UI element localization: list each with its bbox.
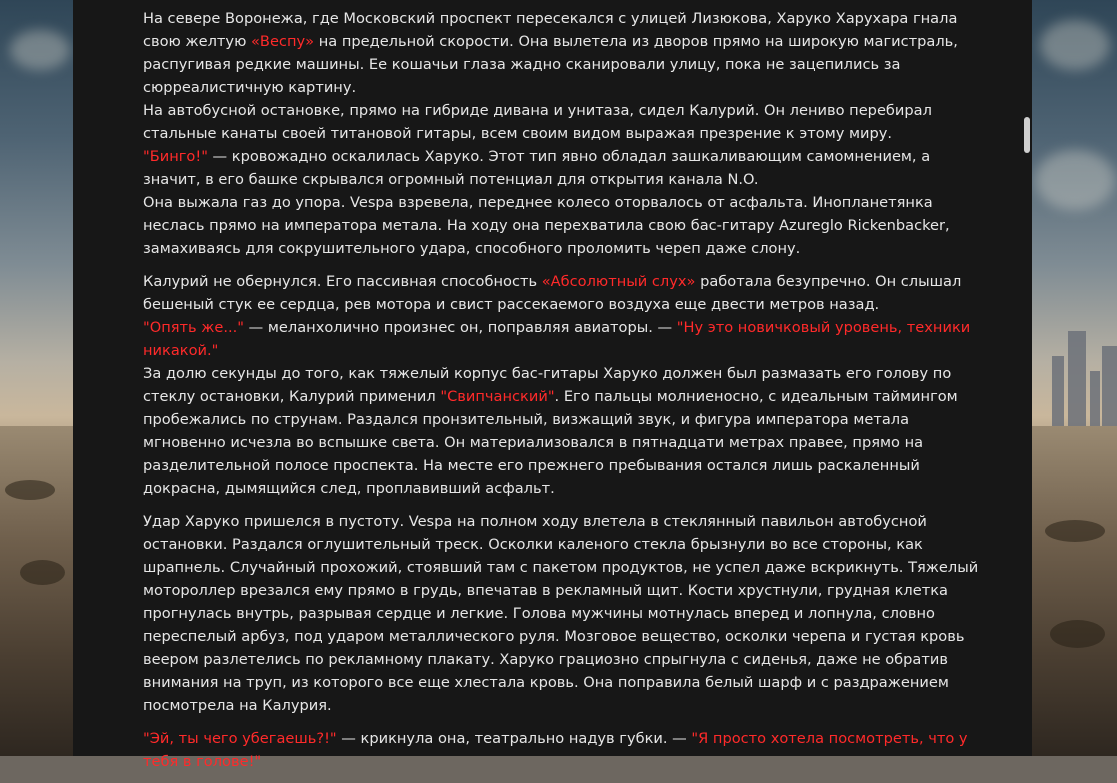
highlighted-phrase: "Ну это новичковый уровень, техники никакой."	[143, 319, 971, 359]
text-run: Калурий не обернулся. Его пассивная способность	[143, 273, 542, 290]
background-shrub	[1045, 520, 1105, 542]
background-tower	[1052, 356, 1064, 426]
highlighted-phrase: «Веспу»	[251, 33, 315, 50]
story-text	[143, 7, 988, 783]
text-run: На севере Воронежа, где Московский проспект пересекался с улицей Лизюкова, Харуко Харухара гнала свою желтую	[143, 10, 958, 50]
text-run: — крикнула она, театрально надув губки. —	[336, 730, 692, 747]
highlighted-phrase: "Бинго!"	[143, 148, 208, 165]
background-cloud	[1035, 150, 1115, 210]
text-run: работала безупречно. Он слышал бешеный стук ее сердца, рев мотора и свист рассекаемого воздуха еще двести метров назад.	[143, 273, 962, 313]
background-tower	[1102, 346, 1117, 426]
background-tower	[1068, 331, 1086, 426]
background-shrub	[20, 560, 65, 585]
background-tower	[1090, 371, 1100, 426]
text-run: Удар Харуко пришелся в пустоту. Vespa на полном ходу влетела в стеклянный павильон автобусной остановки. Раздался оглушительный треск. Осколки каленого стекла брызнули во все стороны, как шрапнель. Случайный прохожий, стоявший там с пакетом продуктов, не успел даже вскрикнуть. Тяжелый мотороллер врезался ему прямо в грудь, впечатав в рекламный щит. Кости хрустнули, грудная клетка прогнулась внутрь, разрывая сердце и легкие. Голова мужчины мотнулась вперед и лопнула, словно переспелый арбуз, под ударом металлического руля. Мозговое вещество, осколки черепа и густая кровь веером разлетелись по рекламному плакату. Харуко грациозно спрыгнула с сиденья, даже не обратив внимания на труп, из которого все еще хлестала кровь. Она поправила белый шарф и с раздражением посмотрела на Калурия.	[143, 513, 979, 714]
highlighted-phrase: "Свипчанский"	[440, 388, 555, 405]
background-shrub	[1050, 620, 1105, 648]
story-paragraph	[143, 510, 988, 717]
text-run: — меланхолично произнес он, поправляя авиаторы. —	[244, 319, 677, 336]
text-run: На автобусной остановке, прямо на гибриде дивана и унитаза, сидел Калурий. Он лениво перебирал стальные канаты своей титановой гитары, всем своим видом выражая презрение к этому миру.	[143, 102, 932, 142]
story-panel	[73, 0, 1032, 770]
page-scrollbar[interactable]	[1022, 0, 1032, 756]
text-run: — кровожадно оскалилась Харуко. Этот тип явно обладал зашкаливающим самомнением, а значит, в его башке скрывался огромный потенциал для открытия канала N.O.	[143, 148, 931, 188]
text-run: За долю секунды до того, как тяжелый корпус бас-гитары Харуко должен был размазать его голову по стеклу остановки, Калурий применил	[143, 365, 952, 405]
story-paragraph	[143, 7, 988, 260]
background-cloud	[1040, 20, 1110, 70]
text-run: на предельной скорости. Она вылетела из дворов прямо на широкую магистраль, распугивая редкие машины. Ее кошачьи глаза жадно сканировали улицу, пока не зацепились за сюрреалистичную картину.	[143, 33, 958, 96]
scrollbar-thumb[interactable]	[1024, 117, 1030, 153]
text-run: Она выжала газ до упора. Vespa взревела, переднее колесо оторвалось от асфальта. Инопланетянка неслась прямо на императора метала. На ходу она перехватила свою бас-гитару Azureglo Rickenbacker, замахиваясь для сокрушительного удара, способного проломить череп даже слону.	[143, 194, 950, 257]
background-shrub	[5, 480, 55, 500]
story-paragraph	[143, 270, 988, 500]
highlighted-phrase: "Опять же..."	[143, 319, 245, 336]
highlighted-phrase: "Я просто хотела посмотреть, что у тебя в голове!"	[143, 730, 968, 770]
background-cloud	[10, 30, 70, 70]
story-paragraph	[143, 727, 988, 773]
highlighted-phrase: "Эй, ты чего убегаешь?!"	[143, 730, 337, 747]
highlighted-phrase: «Абсолютный слух»	[541, 273, 696, 290]
text-run: . Его пальцы молниеносно, с идеальным таймингом пробежались по струнам. Раздался пронзительный, визжащий звук, и фигура императора метала мгновенно исчезла во вспышке света. Он материализовался в пятнадцати метрах правее, прямо на разделительной полосе проспекта. На месте его прежнего пребывания остался лишь раскаленный докрасна, дымящийся след, проплавивший асфальт.	[143, 388, 958, 497]
